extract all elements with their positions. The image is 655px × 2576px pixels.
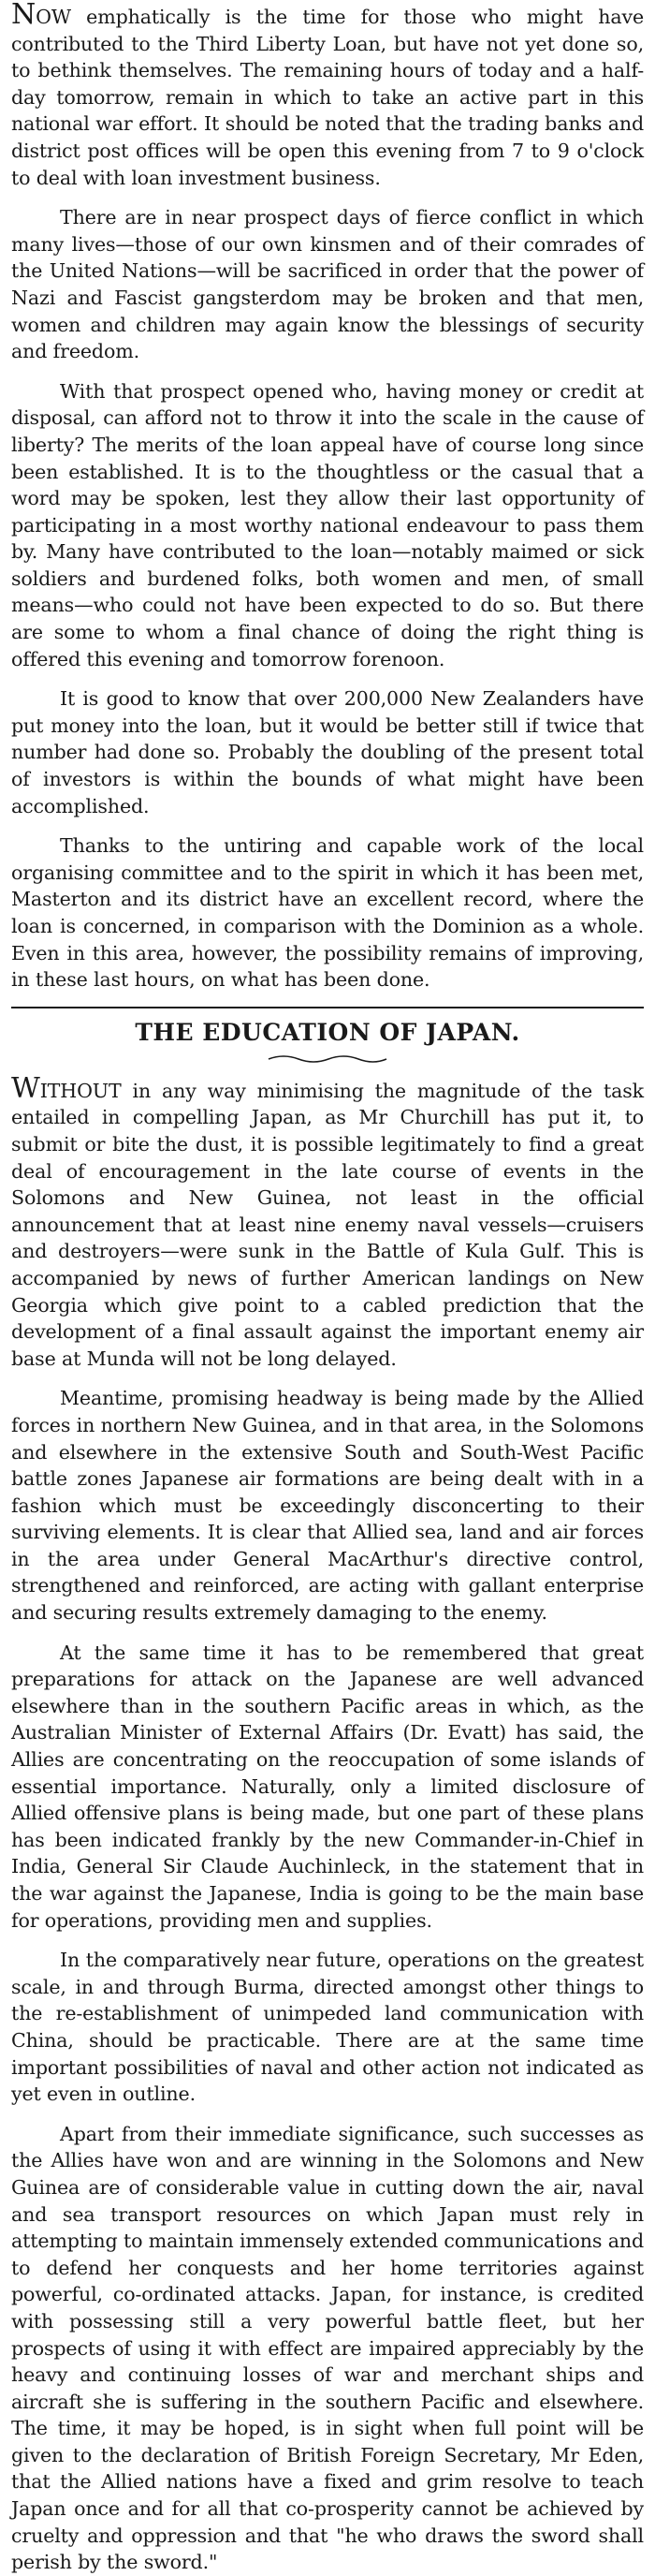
editorial-paragraph: With that prospect opened who, having money or credit at disposal, can afford not to throw it into the scale in the cause of liberty? The merits of the loan appeal have of course long since been established. It is to the thoughtless or the casual that a word may be spoken, lest they allow their last opportunity of participating in a most worthy national endeavour to pass them by. Many have contributed to the loan—notably maimed or sick soldiers and burdened folks, both women and men, of small means—who could not have been expected to do so. But there are some to whom a final chance of doing the right thing is offered this evening and tomorrow forenoon.	[11, 379, 644, 670]
editorial-paragraph: In the comparatively near future, operations on the greatest scale, in and through Burma, directed amongst other things to the re-establishment of unimpeded land communication with China, should be practicable. There are at the same time important possibilities of naval and other action not indicated as yet even in outline.	[11, 1949, 644, 2106]
ornamental-rule	[267, 1053, 388, 1065]
liberty-loan-editorial	[11, 0, 644, 994]
section-divider	[11, 1007, 644, 1008]
education-of-japan-editorial	[11, 1016, 644, 2576]
editorial-paragraph: Apart from their immediate significance, such successes as the Allies have won and are winning in the Solomons and New Guinea are of considerable value in cutting down the air, naval and sea transport resources on which Japan must rely in attempting to maintain immensely extended communications and to defend her conquests and her home territories against powerful, co-ordinated attacks. Japan, for instance, is credited with possessing still a very powerful battle fleet, but her prospects of using it with effect are impaired appreciably by the heavy and continuing losses of war and merchant ships and aircraft she is suffering in the southern Pacific and elsewhere. The time, it may be hoped, is in sight when full point will be given to the declaration of British Foreign Secretary, Mr Eden, that the Allied nations have a fixed and grim resolve to teach Japan once and for all that co-prosperity cannot be achieved by cruelty and oppression and that "he who draws the sword shall perish by the sword."	[11, 2122, 644, 2574]
editorial-paragraph: At the same time it has to be remembered that great preparations for attack on the Japanese are well advanced elsewhere than in the southern Pacific areas in which, as the Australian Minister of External Affairs (Dr. Evatt) has said, the Allies are concentrating on the reoccupation of some islands of essential importance. Naturally, only a limited disclosure of Allied offensive plans is being made, but one part of these plans has been indicated frankly by the new Commander-in-Chief in India, General Sir Claude Auchinleck, in the statement that in the war against the Japanese, India is going to be the main base for operations, providing men and supplies.	[11, 1641, 644, 1932]
article-headline: THE EDUCATION OF JAPAN.	[135, 1018, 520, 1046]
editorial-paragraph: NOW emphatically is the time for those who might have contributed to the Third Liberty Loan, but have not yet done so, to bethink themselves. The remaining hours of today and a half-day tomorrow, remain in which to take an active part in this national war effort. It should be noted that the trading banks and district post offices will be open this evening from 7 to 9 o'clock to deal with loan investment business.	[11, 0, 644, 189]
editorial-paragraph: WITHOUT in any way minimising the magnitude of the task entailed in compelling Japan, as Mr Churchill has put it, to submit or bite the dust, it is possible legitimately to find a great deal of encouragement in the late course of events in the Solomons and New Guinea, not least in the official announcement that at least nine enemy naval vessels—cruisers and destroyers—were sunk in the Battle of Kula Gulf. This is accompanied by news of further American landings on New Georgia which give point to a cabled prediction that the development of a final assault against the important enemy air base at Munda will not be long delayed.	[11, 1071, 644, 1370]
editorial-paragraph: Thanks to the untiring and capable work of the local organising committee and to the spirit in which it has been met, Masterton and its district have an excellent record, where the loan is concerned, in comparison with the Dominion as a whole. Even in this area, however, the possibility remains of improving, in these last hours, on what has been done.	[11, 834, 644, 992]
editorial-paragraph: It is good to know that over 200,000 New Zealanders have put money into the loan, but it would be better still if twice that number had done so. Probably the doubling of the present total of investors is within the bounds of what might have been accomplished.	[11, 687, 644, 817]
editorial-paragraph: There are in near prospect days of fierce conflict in which many lives—those of our own kinsmen and of their comrades of the United Nations—will be sacrificed in order that the power of Nazi and Fascist gangsterdom may be broken and that men, women and children may again know the blessings of security and freedom.	[11, 206, 644, 363]
editorial-paragraph: Meantime, promising headway is being made by the Allied forces in northern New Guinea, and in that area, in the Solomons and elsewhere in the extensive South and South-West Pacific battle zones Japanese air formations are being dealt with in a fashion which must be exceedingly disconcerting to their surviving elements. It is clear that Allied sea, land and air forces in the area under General MacArthur's directive control, strengthened and reinforced, are acting with gallant enterprise and securing results extremely damaging to the enemy.	[11, 1387, 644, 1625]
